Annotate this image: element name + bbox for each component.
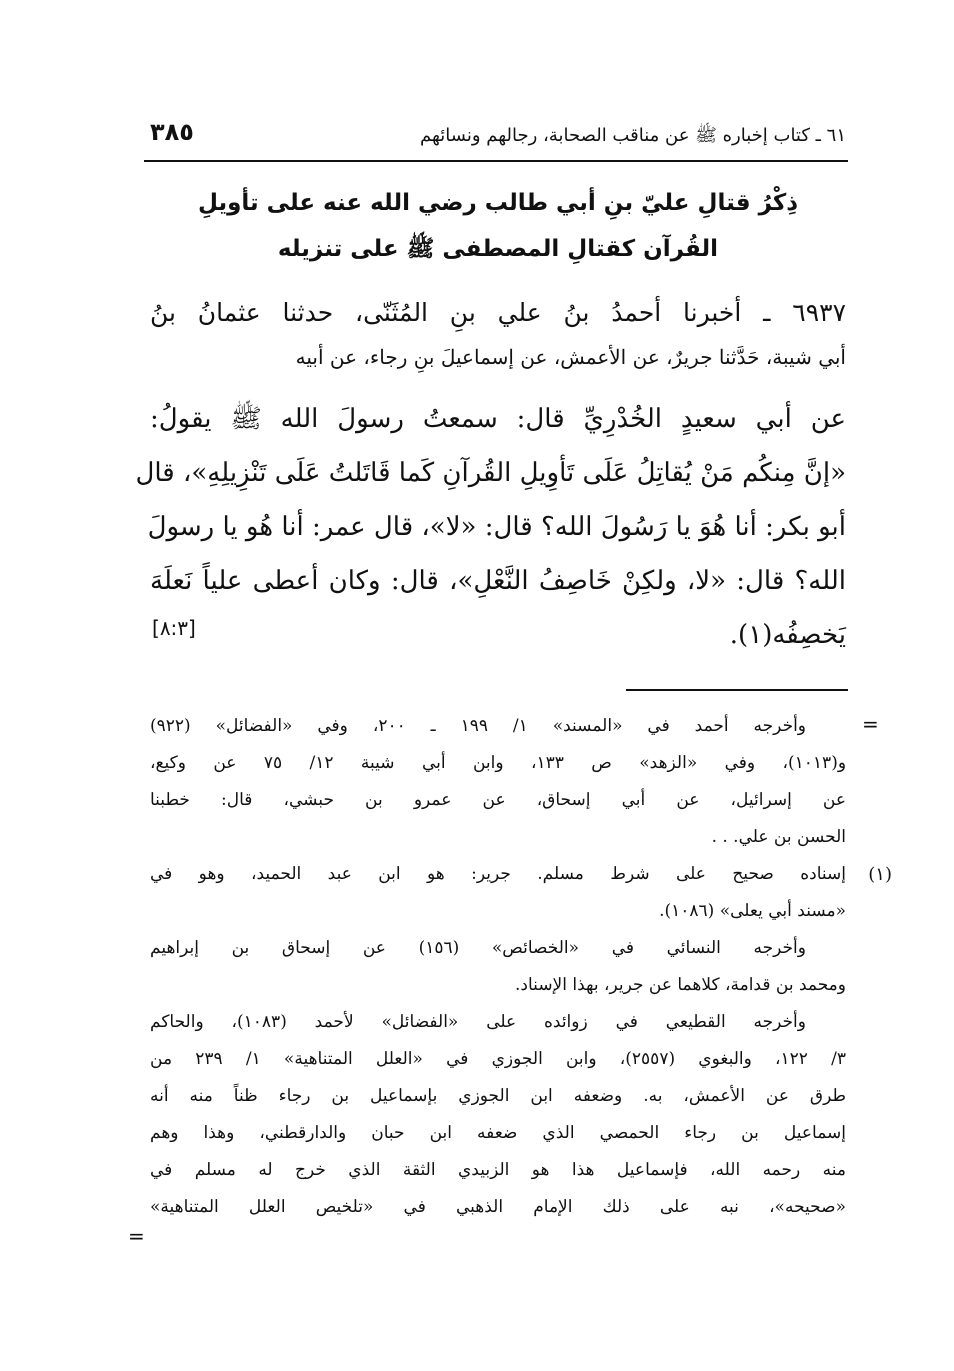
running-header <box>150 118 846 158</box>
footnote-1 <box>150 856 892 1226</box>
footnote-line: ٣/ ١٢٢، والبغوي (٢٥٥٧)، وابن الجوزي في «العلل المتناهية» ١/ ٢٣٩ من <box>150 1049 846 1069</box>
footnote-line: عن إسرائيل، عن أبي إسحاق، عن عمرو بن حبشي، قال: خطبنا <box>150 790 846 810</box>
heading-line-2: القُرآن كقتالِ المصطفى ﷺ على تنزيله <box>277 236 719 262</box>
hadith-isnad <box>150 288 846 376</box>
matn-line: الله؟ قال: «لا، ولكِنْ خَاصِفُ النَّعْلِ»، قال: وكان أعطى علياً نَعلَهَ <box>150 566 846 596</box>
footnote-line: الحسن بن علي. . . <box>711 827 846 847</box>
matn-line: عن أبي سعيدٍ الخُدْرِيِّ قال: سمعتُ رسولَ الله ﷺ يقولُ: <box>150 404 846 434</box>
isnad-line-1: ٦٩٣٧ ـ أخبرنا أحمدُ بنُ علي بنِ المُثَنّى، حدثنا عثمانُ بنُ <box>150 298 846 327</box>
footnote-line: «مسند أبي يعلى» (١٠٨٦). <box>659 901 846 921</box>
footnote-line: وأخرجه النسائي في «الخصائص» (١٥٦) عن إسحاق بن إبراهيم <box>150 938 806 958</box>
chapter-heading <box>150 180 846 272</box>
footnote-number: (١) <box>868 864 892 885</box>
footnote-line: ومحمد بن قدامة، كلاهما عن جرير، بهذا الإسناد. <box>515 975 846 995</box>
footnote-rule <box>626 689 848 691</box>
hadith-matn <box>135 392 846 662</box>
hadith-reference: [٨:٣] <box>152 616 196 640</box>
footnote-line: و(١٠١٣)، وفي «الزهد» ص ١٣٣، وابن أبي شيبة ١٢/ ٧٥ عن وكيع، <box>150 753 847 773</box>
matn-line: أبو بكر: أنا هُوَ يا رَسُولَ الله؟ قال: «لا»، قال عمر: أنا هُو يا رسولَ <box>147 512 846 542</box>
page-number: ٣٨٥ <box>150 118 194 146</box>
footnote-line: منه رحمه الله، فإسماعيل هذا هو الزبيدي الثقة الذي خرج له مسلم في <box>150 1160 846 1180</box>
footnote-line: وأخرجه أحمد في «المسند» ١/ ١٩٩ ـ ٢٠٠، وفي «الفضائل» (٩٢٢) <box>150 716 807 736</box>
continuation-mark-bottom: = <box>128 1224 145 1248</box>
matn-line: «إنَّ مِنكُم مَنْ يُقاتِلُ عَلَى تَأوِيلِ القُرآنِ كَما قَاتَلتُ عَلَى تَنْزِيلِهِ»، قال <box>135 458 846 488</box>
heading-line-1: ذِكْرُ قتالِ عليّ بنِ أبي طالب رضي الله عنه على تأويلِ <box>197 190 799 216</box>
matn-line: يَخصِفُه(١). <box>729 620 846 650</box>
header-rule <box>144 160 848 162</box>
footnote-line: «صحيحه»، نبه على ذلك الإمام الذهبي في «تلخيص العلل المتناهية» <box>150 1197 846 1217</box>
footnote-line: إسناده صحيح على شرط مسلم. جرير: هو ابن عبد الحميد، وهو في <box>150 864 846 884</box>
continuation-mark-top: = <box>862 712 879 736</box>
footnote-line: طرق عن الأعمش، به. وضعفه ابن الجوزي بإسماعيل بن رجاء ظناً منه أنه <box>150 1086 846 1106</box>
running-title: ٦١ ـ كتاب إخباره ﷺ عن مناقب الصحابة، رجالهم ونسائهم <box>420 125 846 146</box>
footnote-line: وأخرجه القطيعي في زوائده على «الفضائل» لأحمد (١٠٨٣)، والحاكم <box>150 1012 806 1032</box>
footnote-line: إسماعيل بن رجاء الحمصي الذي ضعفه ابن حبان والدارقطني، وهذا وهم <box>150 1123 846 1143</box>
footnotes <box>150 708 892 1226</box>
isnad-line-2: أبي شيبة، حَدَّثنا جريرٌ، عن الأعمش، عن إسماعيلَ بنِ رجاء، عن أبيه <box>295 345 846 369</box>
